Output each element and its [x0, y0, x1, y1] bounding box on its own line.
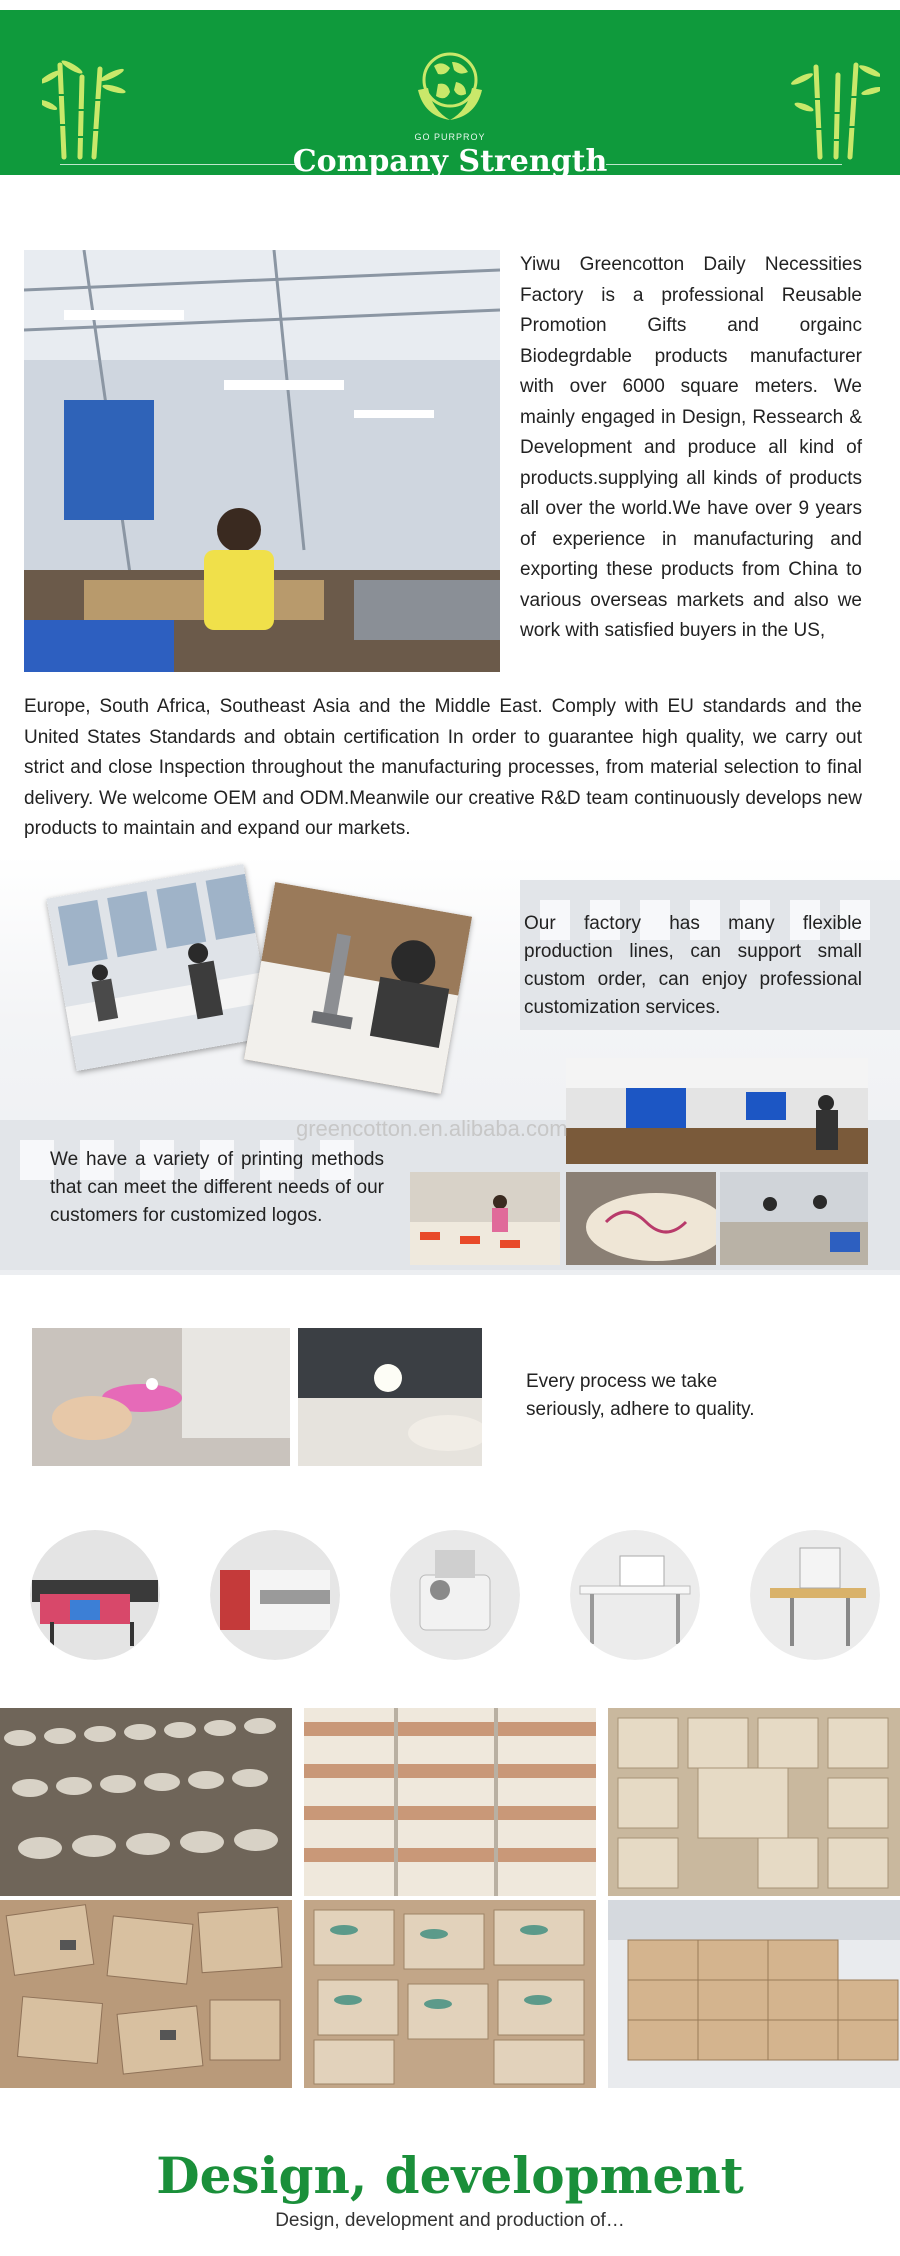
cutting-machine-photo [244, 882, 472, 1094]
printing-methods-text: We have a variety of printing methods that can meet the different needs of our customers for customized logos. [50, 1149, 384, 1226]
carton-stack-photo-1 [608, 1708, 900, 1896]
header-title: Company Strength [292, 144, 608, 179]
carton-stack-photo-2 [608, 1900, 900, 2088]
machine-sewing-table-photo [570, 1530, 700, 1660]
intro-text-continued: Europe, South Africa, Southeast Asia and the Middle East. Comply with EU standards and the United States Standards and obtain certification In order to guarantee high quality, we carry out strict and close Inspection throughout the manufacturing processes, from material selection to final delivery. We welcome OEM and ODM.Meanwile our creative R&D team continuously develops new products to maintain and expand our markets. [24, 696, 862, 839]
machine-heat-press-photo [210, 1530, 340, 1660]
header-banner [0, 10, 900, 179]
process-quality-text: Every process we take seriously, adhere to quality. [526, 1371, 755, 1420]
factory-sewing-photo [24, 250, 500, 672]
machine-printer-photo [30, 1530, 160, 1660]
printing-line-photo-3 [720, 1172, 868, 1265]
footer-title: Design, development [156, 2146, 744, 2205]
brand-name: GO PURPROY [414, 132, 486, 142]
printing-line-photo-1 [410, 1172, 560, 1265]
packaged-boxes-photo [0, 1900, 292, 2088]
globe-hands-logo-icon [412, 44, 488, 130]
stitching-photo-2 [298, 1328, 482, 1466]
cutting-table-photo [46, 864, 273, 1071]
office-photo [566, 1058, 868, 1164]
machine-overlock-photo [390, 1530, 520, 1660]
tube-boxes-photo [0, 1708, 292, 1896]
flexible-lines-text: Our factory has many flexible production lines, can support small custom order, can enjoy professional customization services. [524, 913, 862, 1018]
intro-text-wrapped: Yiwu Greencotton Daily Necessities Factory is a professional Reusable Promotion Gifts and orgainc Biodegrdable products manufacturer with over 6000 square meters. We mainly engaged in Design, Ressearch & Development and produce all kind of products.supplying all kinds of products all over the world.We have over 9 years of experience in manufacturing and exporting these products from China to various overseas markets and also we work with satisfied buyers in the US, [520, 254, 862, 641]
machine-post-bed-photo [750, 1530, 880, 1660]
footer-subtitle: Design, development and production of… [275, 2210, 625, 2231]
leaf-print-boxes-photo [304, 1900, 596, 2088]
fabric-rolls-photo [304, 1708, 596, 1896]
watermark-text: greencotton.en.alibaba.com [296, 1116, 568, 1141]
printing-line-photo-2 [566, 1172, 716, 1265]
stitching-photo-1 [32, 1328, 290, 1466]
